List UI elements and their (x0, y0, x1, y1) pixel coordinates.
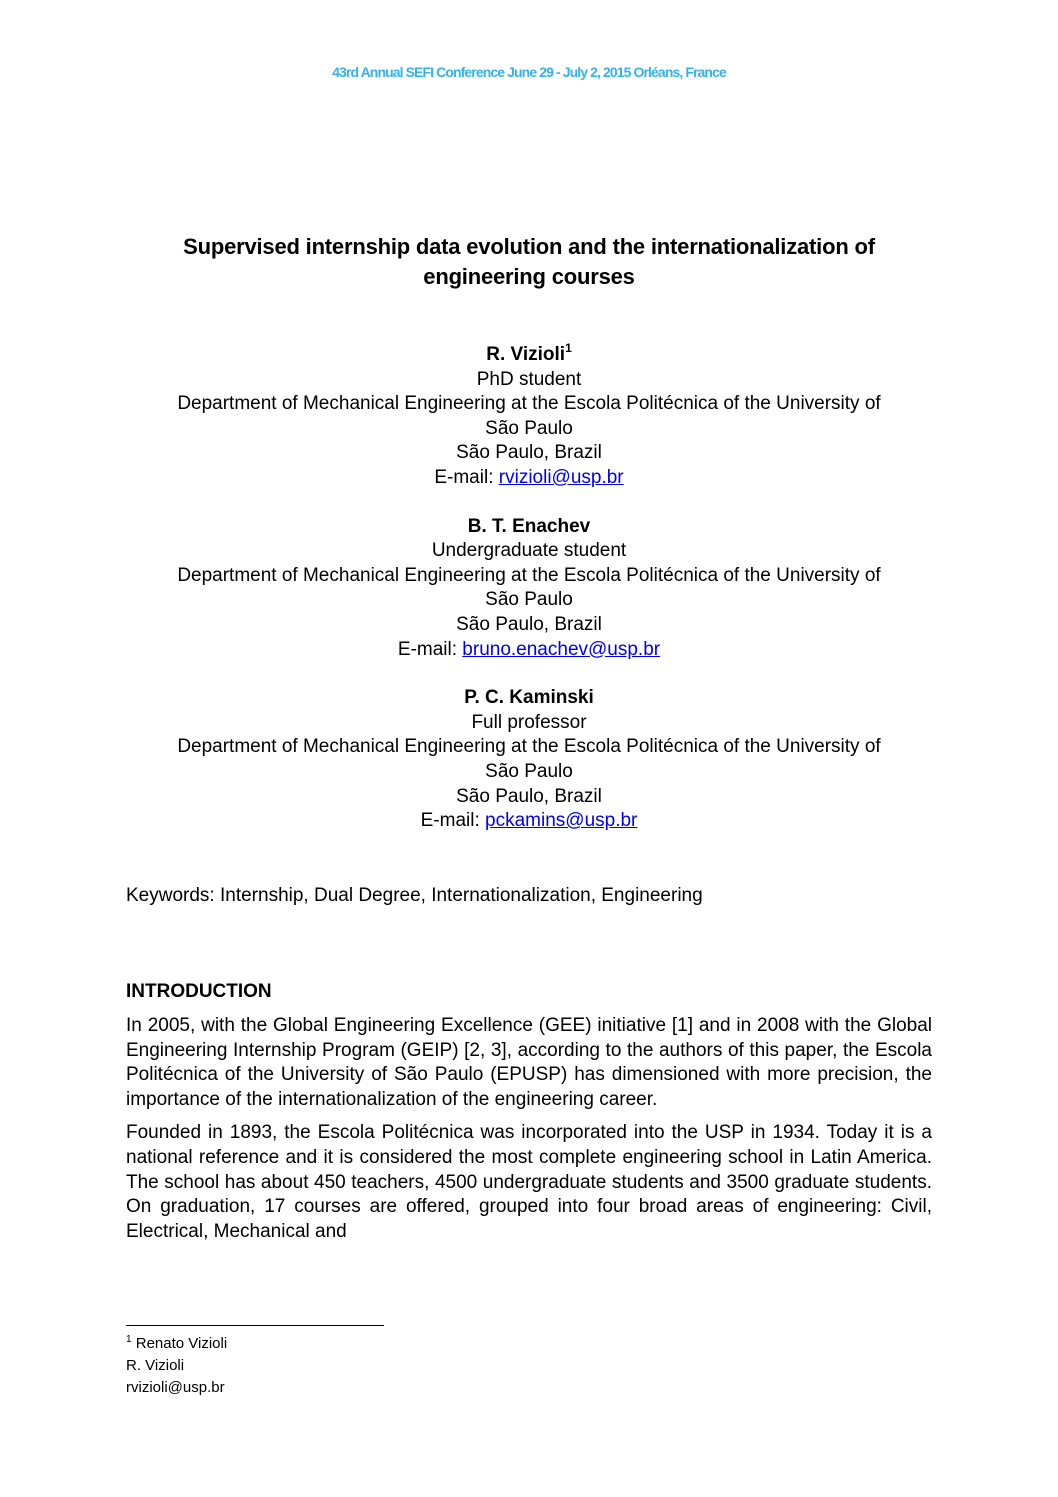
author-name: B. T. Enachev (467, 515, 591, 537)
footnote-line-1 (126, 1333, 726, 1355)
author-location: São Paulo, Brazil (456, 613, 602, 635)
author-name-text: R. Vizioli (486, 344, 566, 365)
author-name (110, 343, 948, 368)
paper-title-line-2: engineering courses (423, 264, 635, 289)
footnote-separator-rule (126, 1325, 384, 1326)
author-list (110, 343, 948, 858)
introduction-paragraph-1: In 2005, with the Global Engineering Excellence (GEE) initiative [1] and in 2008 with the Global Engineering Internship Program (GEIP) [2, 3], according to the authors of this paper, the Escola Politécnica of the University of São Paulo (EPUSP) has dimensioned with more precision, the importance of the internationalization of the engineering career. (126, 1015, 932, 1110)
author-block-kaminski (110, 686, 948, 834)
footnote-author-fullname: Renato Vizioli (135, 1335, 228, 1352)
author-department-line-2: São Paulo (485, 589, 573, 611)
author-department-line-1: Department of Mechanical Engineering at the Escola Politécnica of the University of (177, 564, 881, 586)
footnote-line-3: rvizioli@usp.br (126, 1379, 225, 1396)
author-department-line-1: Department of Mechanical Engineering at the Escola Politécnica of the University of (177, 393, 881, 415)
author-department-line-2: São Paulo (485, 760, 573, 782)
author-email-link[interactable]: bruno.enachev@usp.br (462, 638, 661, 660)
author-email-line (110, 466, 948, 491)
footnote (126, 1333, 726, 1399)
author-location: São Paulo, Brazil (456, 785, 602, 807)
footnote-mark: 1 (126, 1334, 132, 1345)
author-name: P. C. Kaminski (464, 687, 594, 709)
paper-title-line-1: Supervised internship data evolution and the internationalization of (183, 234, 875, 259)
author-block-vizioli (110, 343, 948, 491)
conference-running-header: 43rd Annual SEFI Conference June 29 - July 2, 2015 Orléans, France (332, 64, 726, 80)
author-role: Full professor (471, 711, 587, 733)
footnote-line-2: R. Vizioli (126, 1357, 185, 1374)
author-email-link[interactable]: pckamins@usp.br (485, 810, 638, 832)
introduction-heading: INTRODUCTION (126, 981, 272, 1002)
author-location: São Paulo, Brazil (456, 442, 602, 464)
author-department-line-1: Department of Mechanical Engineering at the Escola Politécnica of the University of (177, 736, 881, 758)
author-department-line-2: São Paulo (485, 417, 573, 439)
email-label: E-mail: (434, 466, 499, 488)
author-email-link[interactable]: rvizioli@usp.br (498, 466, 624, 488)
email-label: E-mail: (420, 810, 486, 832)
footnote-reference-mark[interactable]: 1 (565, 341, 572, 355)
author-email-line (110, 809, 948, 834)
author-block-enachev (110, 515, 948, 663)
author-role: PhD student (476, 368, 582, 390)
author-role: Undergraduate student (431, 540, 627, 562)
introduction-body (126, 1014, 932, 1253)
paper-title (110, 232, 948, 292)
introduction-paragraph-2: Founded in 1893, the Escola Politécnica was incorporated into the USP in 1934. Today it is a national reference and it is considered the most complete engineering school in Latin America. The school has about 450 teachers, 4500 undergraduate students and 3500 graduate students. On graduation, 17 courses are offered, grouped into four broad areas of engineering: Civil, Electrical, Mechanical and (126, 1122, 932, 1242)
author-email-line (110, 638, 948, 663)
keywords-line: Keywords: Internship, Dual Degree, Internationalization, Engineering (126, 885, 703, 906)
email-label: E-mail: (397, 638, 463, 660)
